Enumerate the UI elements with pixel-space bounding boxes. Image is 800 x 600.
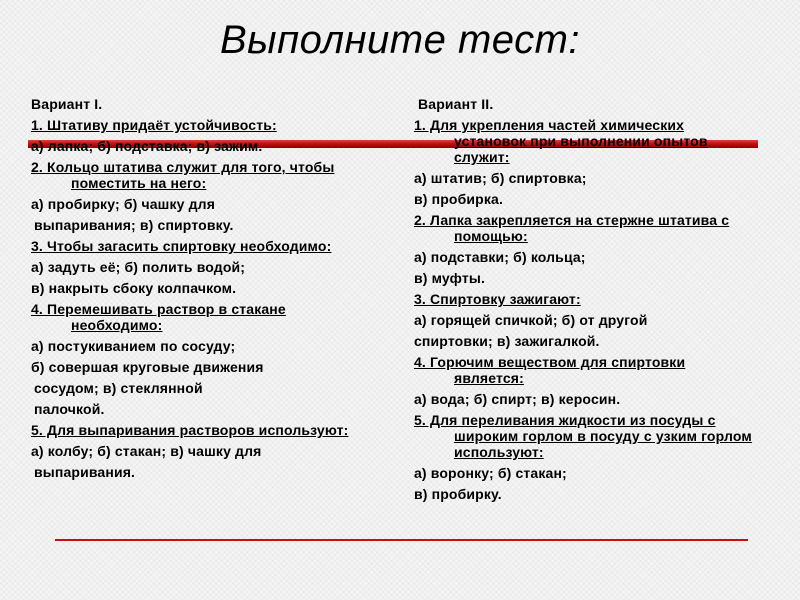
v2-answers-1-line-1: а) штатив; б) спиртовка; xyxy=(414,170,587,186)
v1-question-3: 3. Чтобы загасить спиртовку необходимо: xyxy=(31,238,332,254)
v2-question-5-line-3: используют: xyxy=(454,444,544,460)
v2-question-3: 3. Спиртовку зажигают: xyxy=(414,291,581,307)
v1-answers-4-line-4: палочкой. xyxy=(34,401,105,417)
variant-2-heading: Вариант II. xyxy=(418,96,494,112)
v1-question-2 xyxy=(31,159,401,191)
v2-answers-2-line-2: в) муфты. xyxy=(414,270,486,286)
v1-question-4-line-1: 4. Перемешивать раствор в стакане xyxy=(31,301,286,317)
v1-question-5: 5. Для выпаривания растворов используют: xyxy=(31,422,349,438)
variant-1-column xyxy=(31,96,401,485)
v2-answers-3-line-1: а) горящей спичкой; б) от другой xyxy=(414,312,648,328)
v1-answers-1: а) лапка; б) подставка; в) зажим. xyxy=(31,138,263,154)
v1-question-1: 1. Штативу придаёт устойчивость: xyxy=(31,117,277,133)
v1-answers-4-line-2: б) совершая круговые движения xyxy=(31,359,264,375)
v1-question-4 xyxy=(31,301,401,333)
v2-question-2-line-1: 2. Лапка закрепляется на стержне штатива с xyxy=(414,212,730,228)
slide-title: Выполните тест: xyxy=(219,18,581,62)
v2-answers-1-line-2: в) пробирка. xyxy=(414,191,504,207)
v1-question-2-line-1: 2. Кольцо штатива служит для того, чтобы xyxy=(31,159,335,175)
v1-answers-5-line-1: а) колбу; б) стакан; в) чашку для xyxy=(31,443,262,459)
v2-question-4-line-1: 4. Горючим веществом для спиртовки xyxy=(414,354,686,370)
v2-question-5-line-1: 5. Для переливания жидкости из посуды с xyxy=(414,412,716,428)
v1-answers-4-line-3: сосудом; в) стеклянной xyxy=(34,380,203,396)
v2-question-5-line-2: широким горлом в посуду с узким горлом xyxy=(454,428,752,444)
v1-question-2-line-2: поместить на него: xyxy=(71,175,207,191)
v1-answers-4-line-1: а) постукиванием по сосуду; xyxy=(31,338,236,354)
variant-2-column xyxy=(414,96,784,507)
variant-1-heading: Вариант I. xyxy=(31,96,103,112)
v2-question-1-line-3: служит: xyxy=(454,149,510,165)
v2-question-1-line-2: установок при выполнении опытов xyxy=(454,133,708,149)
v1-answers-3-line-2: в) накрыть сбоку колпачком. xyxy=(31,280,237,296)
v2-question-1-line-1: 1. Для укрепления частей химических xyxy=(414,117,685,133)
v2-question-2-line-2: помощью: xyxy=(454,228,528,244)
v1-answers-2-line-1: а) пробирку; б) чашку для xyxy=(31,196,216,212)
v1-answers-3-line-1: а) задуть её; б) полить водой; xyxy=(31,259,246,275)
v2-question-2 xyxy=(414,212,784,244)
v2-question-1 xyxy=(414,117,784,165)
v2-question-4 xyxy=(414,354,784,386)
v2-answers-4: а) вода; б) спирт; в) керосин. xyxy=(414,391,621,407)
v2-answers-3-line-2: спиртовки; в) зажигалкой. xyxy=(414,333,600,349)
v2-answers-5-line-1: а) воронку; б) стакан; xyxy=(414,465,567,481)
v1-question-4-line-2: необходимо: xyxy=(71,317,163,333)
red-bottom-line xyxy=(55,539,748,541)
v2-answers-5-line-2: в) пробирку. xyxy=(414,486,502,502)
v1-answers-5-line-2: выпаривания. xyxy=(34,464,136,480)
v2-question-5 xyxy=(414,412,784,460)
v1-answers-2-line-2: выпаривания; в) спиртовку. xyxy=(34,217,234,233)
v2-question-4-line-2: является: xyxy=(454,370,524,386)
v2-answers-2-line-1: а) подставки; б) кольца; xyxy=(414,249,586,265)
